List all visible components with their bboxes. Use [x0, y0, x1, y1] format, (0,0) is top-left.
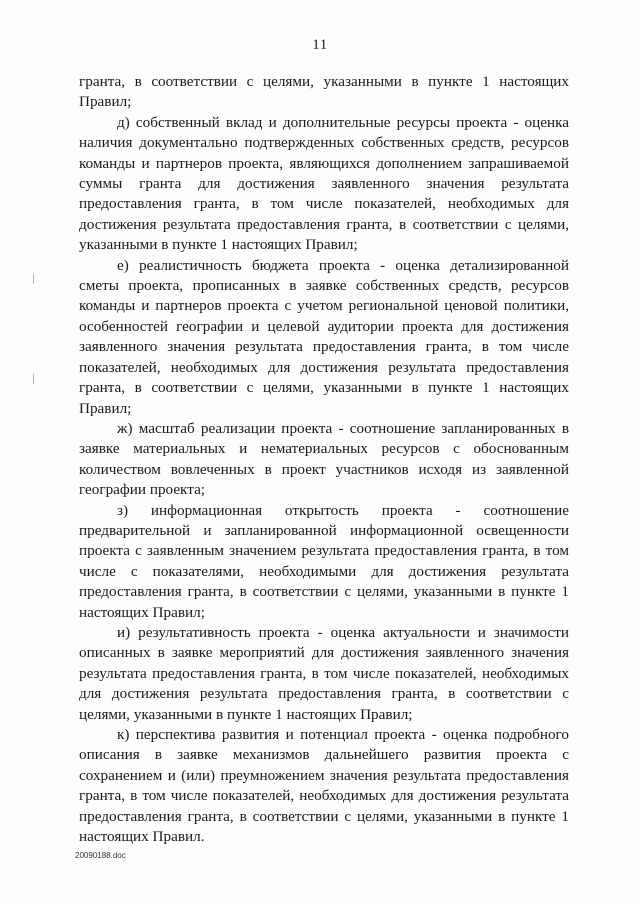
paragraph-item-zh: ж) масштаб реализации проекта - соотношение запланированных в заявке материальных и нематериальных ресурсов с обоснованным количеством вовлеченных в проект участников исходя из заявленной географии проекта;	[79, 419, 569, 499]
paragraph-item-e: е) реалистичность бюджета проекта - оценка детализированной сметы проекта, прописанных в заявке собственных средств, ресурсов команды и партнеров проекта с учетом региональной ценовой политики, особенностей географии и целевой аудитории проекта для достижения заявленного значения результата предоставления гранта, в том числе показателей, необходимых для достижения результата предоставления гранта, в соответствии с целями, указанными в пункте 1 настоящих Правил;	[79, 256, 569, 417]
footer-filename: 20090188.doc	[75, 851, 126, 860]
page-number: 11	[312, 37, 328, 53]
paragraph-continuation: гранта, в соответствии с целями, указанными в пункте 1 настоящих Правил;	[79, 73, 569, 111]
paragraph-item-i: и) результативность проекта - оценка актуальности и значимости описанных в заявке мероприятий для достижения заявленного значения результата предоставления гранта, в том числе показателей, необходимых для достижения результата предоставления гранта, в соответствии с целями, указанными в пункте 1 настоящих Правил;	[79, 623, 569, 723]
scan-margin-mark	[33, 374, 34, 384]
paragraph-item-d: д) собственный вклад и дополнительные ресурсы проекта - оценка наличия документально подтвержденных собственных средств, ресурсов команды и партнеров проекта, являющихся дополнением запрашиваемой суммы гранта для достижения заявленного значения результата предоставления гранта, в том числе показателей, необходимых для достижения результата предоставления гранта, в соответствии с целями, указанными в пункте 1 настоящих Правил;	[79, 113, 569, 254]
paragraph-item-z: з) информационная открытость проекта - соотношение предварительной и запланированной информационной освещенности проекта с заявленным значением результата предоставления гранта, в том числе с показателями, необходимыми для достижения результата предоставления гранта, в соответствии с целями, указанными в пункте 1 настоящих Правил;	[79, 501, 569, 621]
scan-margin-mark	[33, 274, 34, 284]
paragraph-item-k: к) перспектива развития и потенциал проекта - оценка подробного описания в заявке механизмов дальнейшего развития проекта с сохранением и (или) преумножением значения результата предоставления гранта, в том числе показателей, необходимых для достижения результата предоставления гранта, в соответствии с целями, указанными в пункте 1 настоящих Правил.	[79, 726, 569, 846]
document-body	[79, 72, 569, 847]
